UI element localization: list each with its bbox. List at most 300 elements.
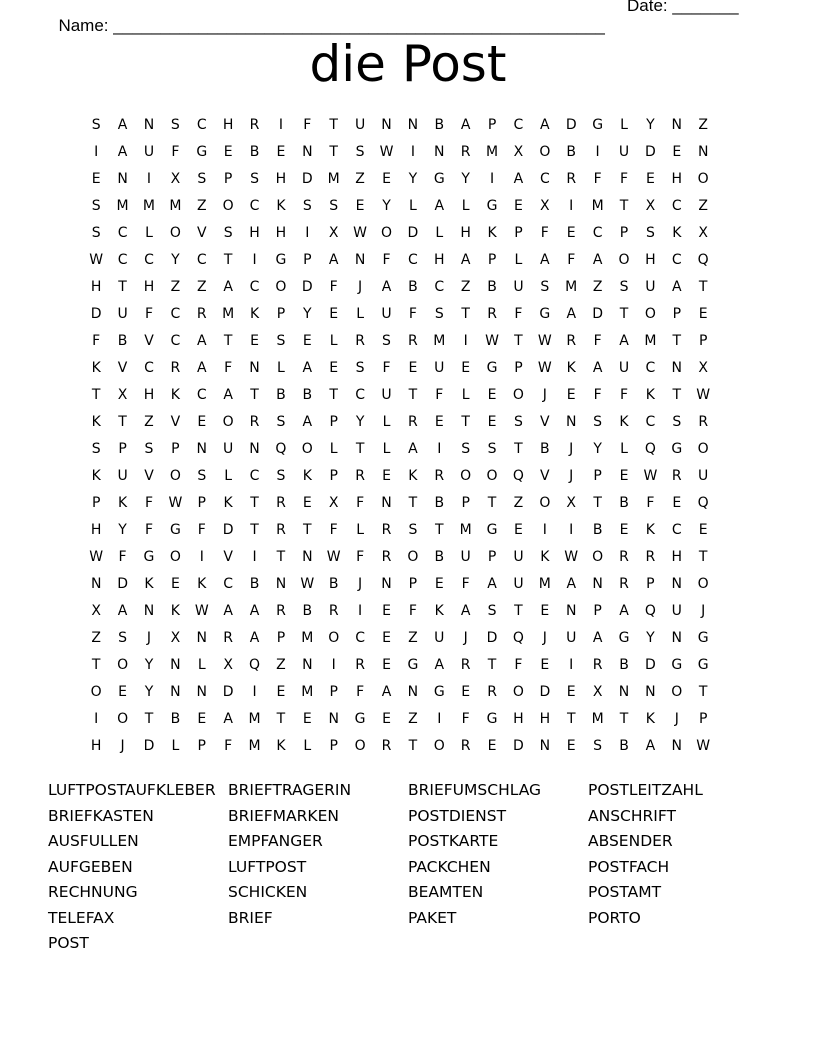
grid-letter: M (486, 144, 499, 160)
grid-letter: C (513, 117, 524, 133)
grid-letter: W (89, 549, 104, 565)
grid-letter: O (328, 630, 340, 646)
grid-letter: A (460, 603, 471, 619)
grid-letter: C (592, 225, 603, 241)
grid-row (83, 301, 743, 328)
grid-letter: K (645, 522, 655, 538)
grid-letter: N (302, 549, 313, 565)
grid-letter: H (143, 387, 155, 403)
grid-letter: O (644, 306, 656, 322)
grid-letter: S (91, 441, 101, 457)
grid-row (83, 139, 743, 166)
grid-letter: U (117, 468, 128, 484)
grid-letter: E (329, 306, 339, 322)
grid-letter: K (117, 495, 128, 511)
grid-letter: X (328, 495, 339, 511)
grid-letter: R (355, 333, 365, 349)
grid-letter: Y (646, 630, 655, 646)
grid-letter: L (382, 414, 391, 430)
name-field-label: Name: ____________________________________________________ (58, 16, 605, 35)
grid-letter: D (90, 306, 102, 322)
grid-letter: K (223, 495, 233, 511)
grid-letter: W (537, 333, 552, 349)
grid-row (83, 112, 743, 139)
grid-letter: F (224, 738, 233, 754)
grid-letter: X (645, 198, 656, 214)
grid-letter: P (329, 414, 338, 430)
grid-letter: O (222, 414, 234, 430)
grid-letter: N (671, 630, 683, 646)
word-bank-item: PORTO (588, 908, 641, 927)
grid-letter: H (90, 279, 102, 295)
grid-row (83, 544, 743, 571)
grid-letter: B (302, 387, 313, 403)
grid-letter: M (327, 171, 340, 187)
grid-letter: N (328, 711, 339, 727)
grid-letter: A (117, 117, 128, 133)
grid-letter: C (539, 171, 550, 187)
grid-letter: I (569, 198, 574, 214)
grid-letter: F (329, 279, 338, 295)
grid-letter: Q (512, 630, 524, 646)
grid-letter: F (224, 360, 233, 376)
grid-letter: K (408, 468, 418, 484)
grid-letter: G (407, 657, 419, 673)
grid-letter: Q (512, 468, 524, 484)
grid-letter: A (117, 603, 128, 619)
grid-letter: P (223, 171, 233, 187)
grid-letter: T (461, 414, 470, 430)
grid-letter: E (487, 414, 497, 430)
grid-letter: K (170, 387, 180, 403)
grid-letter: A (302, 360, 313, 376)
grid-letter: Q (697, 252, 709, 268)
grid-letter: A (487, 576, 497, 592)
grid-letter: I (489, 171, 495, 187)
grid-letter: E (698, 522, 708, 538)
grid-letter: E (566, 738, 576, 754)
grid-letter: E (197, 711, 207, 727)
grid-letter: U (618, 144, 630, 160)
grid-letter: Y (171, 252, 180, 268)
grid-letter: N (381, 495, 392, 511)
grid-letter: N (354, 252, 366, 268)
grid-letter: V (540, 468, 550, 484)
grid-letter: C (645, 360, 656, 376)
grid-letter: F (540, 225, 549, 241)
grid-letter: O (222, 198, 234, 214)
grid-letter: Q (697, 495, 709, 511)
grid-letter: E (461, 684, 471, 700)
grid-letter: M (538, 576, 551, 592)
grid-letter: R (276, 522, 286, 538)
grid-letter: N (645, 684, 656, 700)
grid-letter: A (328, 252, 339, 268)
grid-letter: I (94, 711, 99, 727)
word-bank-item: LUFTPOST (228, 857, 307, 876)
grid-letter: F (144, 522, 153, 538)
grid-letter: P (672, 306, 682, 322)
grid-letter: Y (144, 684, 154, 700)
grid-row (83, 220, 743, 247)
grid-letter: T (276, 711, 286, 727)
grid-letter: M (248, 738, 261, 754)
grid-letter: M (222, 306, 235, 322)
word-bank-item: BRIEFUMSCHLAG (408, 781, 542, 799)
grid-letter: A (381, 279, 392, 295)
grid-letter: P (91, 495, 101, 511)
grid-letter: J (358, 279, 363, 295)
grid-letter: A (117, 144, 128, 160)
grid-letter: U (645, 279, 656, 295)
grid-letter: D (539, 684, 551, 700)
grid-letter: G (592, 117, 604, 133)
grid-letter: E (698, 306, 708, 322)
grid-letter: G (486, 360, 498, 376)
grid-letter: K (487, 225, 497, 241)
grid-letter: R (170, 360, 181, 376)
word-bank-item: TELEFAX (48, 908, 115, 927)
grid-letter: T (91, 657, 101, 673)
grid-letter: A (434, 198, 445, 214)
grid-letter: S (593, 414, 603, 430)
grid-letter: K (645, 387, 655, 403)
grid-letter: J (146, 630, 152, 646)
grid-letter: T (91, 387, 101, 403)
grid-letter: G (539, 306, 551, 322)
grid-letter: E (302, 711, 312, 727)
grid-letter: J (569, 441, 574, 457)
grid-letter: B (434, 117, 445, 133)
grid-letter: O (407, 549, 419, 565)
grid-letter: A (460, 117, 471, 133)
grid-letter: I (542, 522, 547, 538)
grid-letter: S (408, 522, 418, 538)
grid-row (83, 193, 743, 220)
grid-letter: Z (592, 279, 603, 295)
grid-letter: U (513, 549, 524, 565)
grid-letter: G (433, 684, 445, 700)
grid-letter: U (381, 306, 392, 322)
grid-letter: S (672, 414, 682, 430)
grid-letter: H (434, 252, 445, 268)
grid-letter: B (408, 279, 418, 295)
grid-letter: H (90, 522, 102, 538)
grid-letter: T (408, 738, 418, 754)
grid-letter: L (382, 441, 391, 457)
grid-letter: N (196, 441, 207, 457)
grid-letter: C (196, 252, 207, 268)
grid-row (83, 490, 743, 517)
grid-letter: N (671, 576, 683, 592)
grid-letter: S (619, 279, 629, 295)
grid-letter: Y (593, 441, 602, 457)
grid-letter: B (328, 576, 339, 592)
grid-letter: C (355, 630, 365, 646)
grid-letter: L (620, 441, 628, 457)
grid-letter: F (171, 144, 180, 160)
grid-letter: O (539, 144, 551, 160)
grid-letter: F (408, 603, 417, 619)
grid-letter: N (249, 360, 260, 376)
grid-letter: P (171, 441, 180, 457)
grid-letter: E (382, 657, 391, 673)
grid-letter: K (197, 576, 207, 592)
grid-letter: U (566, 630, 577, 646)
grid-letter: Z (408, 711, 418, 727)
grid-letter: H (671, 171, 683, 187)
grid-letter: K (276, 738, 286, 754)
grid-letter: K (434, 603, 444, 619)
grid-letter: R (434, 468, 445, 484)
grid-letter: J (120, 738, 125, 754)
grid-letter: U (671, 603, 682, 619)
grid-row (83, 355, 743, 382)
grid-letter: U (143, 144, 155, 160)
grid-letter: F (593, 387, 602, 403)
grid-letter: A (223, 387, 233, 403)
grid-letter: E (329, 360, 339, 376)
grid-letter: W (537, 360, 552, 376)
grid-letter: X (170, 630, 181, 646)
grid-letter: K (91, 468, 101, 484)
grid-row (83, 247, 743, 274)
grid-letter: F (408, 306, 417, 322)
grid-letter: M (591, 198, 604, 214)
grid-letter: U (223, 441, 234, 457)
grid-letter: O (380, 225, 392, 241)
grid-letter: S (276, 333, 286, 349)
grid-letter: O (592, 549, 604, 565)
grid-letter: K (144, 576, 154, 592)
date-field-label: Date: _______ (627, 0, 739, 15)
grid-letter: K (170, 603, 180, 619)
grid-letter: E (382, 468, 391, 484)
grid-letter: N (196, 630, 207, 646)
grid-letter: O (697, 576, 709, 592)
grid-letter: W (485, 333, 499, 349)
word-bank-item: BRIEF (228, 908, 273, 927)
grid-letter: E (276, 144, 286, 160)
grid-row (83, 571, 743, 598)
grid-letter: K (672, 225, 682, 241)
grid-letter: J (674, 711, 679, 727)
grid-letter: O (433, 738, 445, 754)
grid-letter: S (302, 198, 312, 214)
grid-letter: N (302, 657, 313, 673)
grid-letter: E (540, 603, 550, 619)
grid-letter: O (671, 684, 683, 700)
grid-row (83, 652, 743, 679)
grid-letter: I (595, 144, 600, 160)
grid-letter: X (223, 657, 233, 673)
grid-letter: R (276, 495, 286, 511)
grid-letter: A (381, 684, 392, 700)
grid-letter: I (358, 603, 363, 619)
grid-letter: I (410, 144, 415, 160)
grid-letter: R (566, 333, 577, 349)
grid-letter: R (408, 414, 418, 430)
grid-letter: E (382, 630, 391, 646)
grid-letter: X (170, 171, 181, 187)
grid-letter: E (461, 360, 471, 376)
grid-letter: T (355, 441, 365, 457)
grid-letter: B (592, 522, 603, 538)
grid-letter: L (461, 387, 470, 403)
grid-letter: P (593, 468, 602, 484)
grid-letter: T (144, 711, 154, 727)
grid-letter: N (249, 441, 260, 457)
grid-letter: T (250, 387, 259, 403)
grid-letter: R (381, 522, 392, 538)
grid-letter: S (329, 198, 339, 214)
grid-letter: P (276, 306, 286, 322)
grid-letter: W (353, 225, 368, 241)
word-bank-item: POSTAMT (588, 883, 662, 901)
grid-letter: D (486, 630, 498, 646)
grid-letter: T (329, 387, 338, 403)
grid-letter: T (698, 549, 708, 565)
grid-letter: E (382, 711, 391, 727)
grid-letter: H (90, 738, 102, 754)
grid-letter: R (223, 630, 234, 646)
grid-row (83, 517, 743, 544)
grid-letter: A (223, 711, 233, 727)
grid-letter: F (593, 333, 602, 349)
grid-letter: C (117, 225, 128, 241)
grid-letter: D (645, 144, 656, 160)
grid-letter: N (565, 414, 577, 430)
grid-letter: P (329, 738, 338, 754)
grid-letter: Q (275, 441, 287, 457)
grid-letter: R (355, 468, 365, 484)
word-bank-item: BRIEFMARKEN (228, 806, 339, 825)
grid-letter: E (487, 387, 497, 403)
grid-letter: J (463, 630, 468, 646)
grid-letter: K (91, 414, 101, 430)
grid-letter: L (435, 225, 444, 241)
word-bank-item: EMPFANGER (228, 832, 323, 850)
grid-letter: A (619, 333, 629, 349)
grid-letter: Z (355, 171, 365, 187)
grid-letter: E (302, 333, 312, 349)
grid-letter: O (539, 495, 551, 511)
grid-letter: E (434, 576, 444, 592)
grid-letter: R (328, 603, 339, 619)
grid-letter: F (435, 387, 444, 403)
grid-letter: G (169, 522, 181, 538)
grid-letter: I (463, 333, 468, 349)
grid-letter: O (697, 441, 709, 457)
grid-letter: X (698, 360, 708, 376)
grid-letter: F (514, 657, 523, 673)
grid-letter: U (618, 360, 630, 376)
grid-letter: F (144, 495, 153, 511)
grid-letter: E (566, 387, 576, 403)
grid-letter: S (276, 468, 286, 484)
word-bank-item: BRIEFTRAGERIN (228, 781, 352, 799)
grid-letter: B (619, 495, 629, 511)
grid-letter: K (540, 549, 550, 565)
grid-letter: S (276, 414, 286, 430)
grid-letter: W (643, 468, 658, 484)
grid-letter: G (275, 252, 287, 268)
grid-letter: Y (355, 414, 365, 430)
grid-letter: R (487, 684, 497, 700)
grid-letter: B (487, 279, 497, 295)
grid-letter: G (196, 144, 208, 160)
grid-letter: C (671, 522, 682, 538)
grid-letter: N (275, 576, 287, 592)
grid-letter: R (698, 414, 709, 430)
grid-letter: S (382, 333, 391, 349)
grid-letter: C (223, 576, 234, 592)
grid-letter: G (486, 711, 498, 727)
grid-letter: P (408, 576, 418, 592)
grid-letter: N (618, 684, 630, 700)
grid-letter: T (408, 495, 418, 511)
word-bank-item: POSTLEITZAHL (588, 781, 703, 799)
grid-letter: T (223, 252, 233, 268)
grid-letter: S (355, 360, 365, 376)
grid-letter: T (303, 522, 312, 538)
grid-letter: I (146, 171, 152, 187)
grid-letter: B (434, 549, 445, 565)
grid-letter: K (566, 360, 576, 376)
grid-letter: S (461, 441, 471, 457)
word-bank-item: POST (48, 934, 89, 952)
word-bank-item: RECHNUNG (48, 883, 138, 901)
grid-letter: W (168, 495, 183, 511)
grid-letter: C (144, 252, 154, 268)
word-bank-item: SCHICKEN (228, 883, 308, 901)
grid-letter: E (672, 144, 682, 160)
grid-letter: C (407, 252, 418, 268)
grid-letter: B (117, 333, 128, 349)
grid-letter: I (331, 657, 336, 673)
grid-letter: W (696, 387, 711, 403)
grid-letter: T (250, 495, 259, 511)
grid-letter: O (117, 657, 129, 673)
grid-letter: F (461, 711, 470, 727)
grid-letter: E (91, 171, 101, 187)
grid-letter: H (143, 279, 155, 295)
grid-letter: L (303, 738, 312, 754)
grid-letter: X (328, 225, 339, 241)
grid-letter: G (697, 630, 709, 646)
grid-letter: N (434, 144, 445, 160)
word-bank-item: ANSCHRIFT (588, 806, 676, 825)
grid-letter: B (170, 711, 181, 727)
word-bank-item: ABSENDER (588, 832, 673, 850)
grid-letter: E (619, 468, 629, 484)
grid-letter: S (250, 171, 259, 187)
grid-letter: K (91, 360, 101, 376)
grid-letter: A (196, 333, 207, 349)
grid-letter: E (540, 657, 550, 673)
grid-letter: A (513, 171, 524, 187)
grid-letter: D (565, 117, 577, 133)
grid-letter: T (118, 279, 127, 295)
grid-letter: E (514, 198, 523, 214)
grid-letter: P (698, 333, 708, 349)
grid-letter: G (143, 549, 155, 565)
grid-letter: C (249, 468, 260, 484)
grid-letter: C (170, 306, 181, 322)
page-title: die Post (309, 35, 507, 93)
grid-letter: J (542, 630, 547, 646)
grid-letter: F (461, 576, 470, 592)
